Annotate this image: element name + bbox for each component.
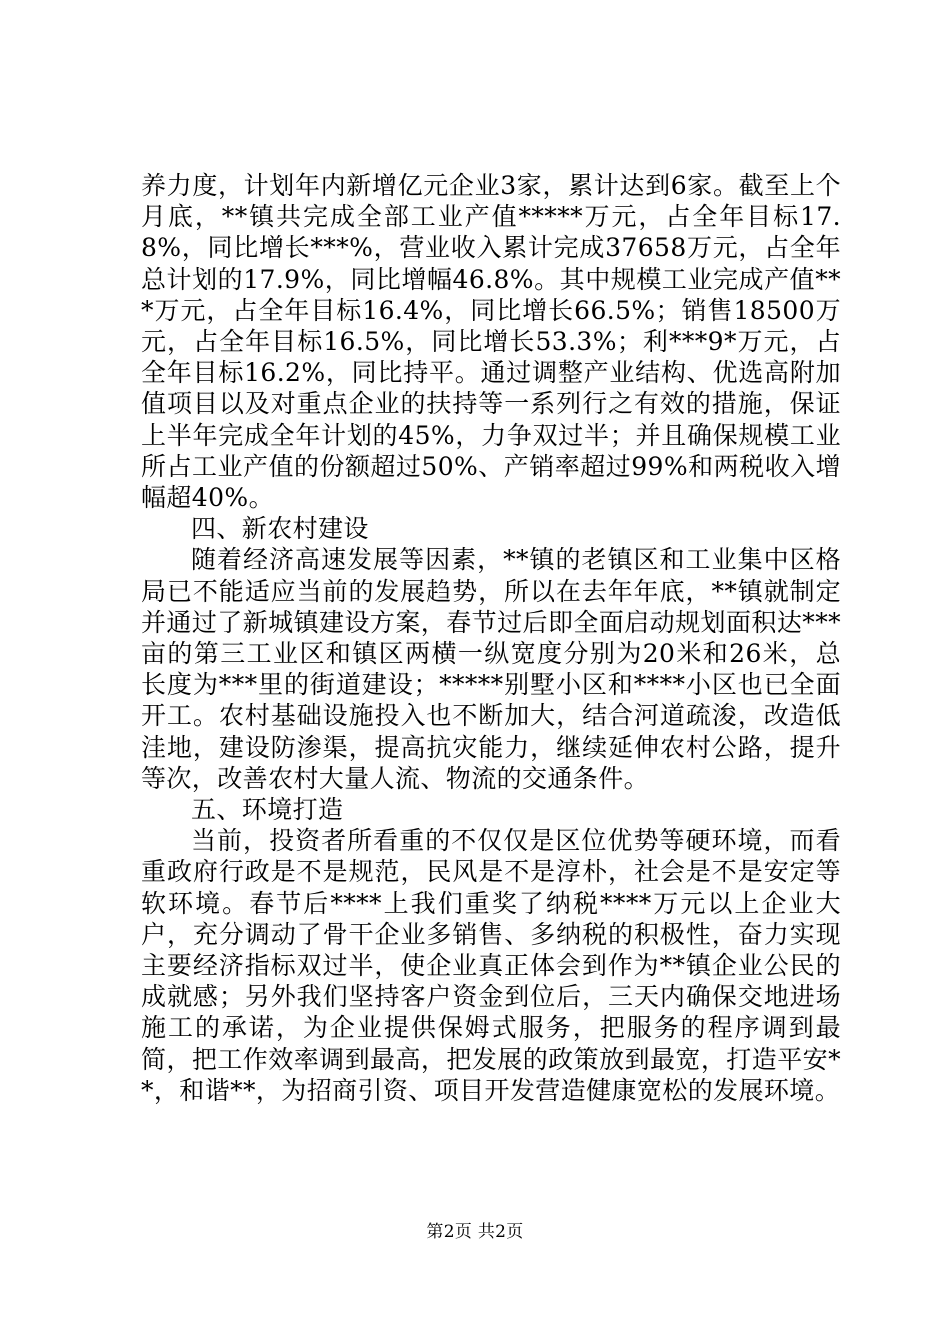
paragraph-environment: 当前，投资者所看重的不仅仅是区位优势等硬环境，而看重政府行政是不是规范，民风是不是淳朴，社会是不是安定等软环境。春节后****上我们重奖了纳税****万元以上企业大户，充分调动了骨干企业多销售、多纳税的积极性，奋力实现主要经济指标双过半，使企业真正体会到作为**镇企业公民的成就感；另外我们坚持客户资金到位后，三天内确保交地进场施工的承诺，为企业提供保姆式服务，把服务的程序调到最简，把工作效率调到最高，把发展的政策放到最宽，打造平安**，和谐**，为招商引资、项目开发营造健康宽松的发展环境。 bbox=[141, 826, 841, 1105]
page-footer: 第2页 共2页 bbox=[426, 1222, 524, 1242]
section-heading-environment: 五、环境打造 bbox=[191, 795, 344, 825]
paragraph-new-rural-construction: 随着经济高速发展等因素，**镇的老镇区和工业集中区格局已不能适应当前的发展趋势，所以在去年年底，**镇就制定并通过了新城镇建设方案，春节过后即全面启动规划面积达***亩的第三工业区和镇区两横一纵宽度分别为20米和26米，总长度为***里的街道建设；*****别墅小区和****小区也已全面开工。农村基础设施投入也不断加大，结合河道疏浚，改造低洼地，建设防渗渠，提高抗灾能力，继续延伸农村公路，提升等次，改善农村大量人流、物流的交通条件。 bbox=[141, 545, 841, 793]
document-body bbox=[141, 170, 841, 1106]
section-heading-new-rural-construction: 四、新农村建设 bbox=[191, 514, 369, 544]
paragraph-industry-output: 养力度，计划年内新增亿元企业3家，累计达到6家。截至上个月底，**镇共完成全部工业产值*****万元，占全年目标17.8%，同比增长***%，营业收入累计完成37658万元，占全年总计划的17.9%，同比增幅46.8%。其中规模工业完成产值***万元，占全年目标16.4%，同比增长66.5%；销售18500万元，占全年目标16.5%，同比增长53.3%；利***9*万元，占全年目标16.2%，同比持平。通过调整产业结构、优选高附加值项目以及对重点企业的扶持等一系列行之有效的措施，保证上半年完成全年计划的45%，力争双过半；并且确保规模工业所占工业产值的份额超过50%、产销率超过99%和两税收入增幅超40%。 bbox=[141, 171, 841, 513]
